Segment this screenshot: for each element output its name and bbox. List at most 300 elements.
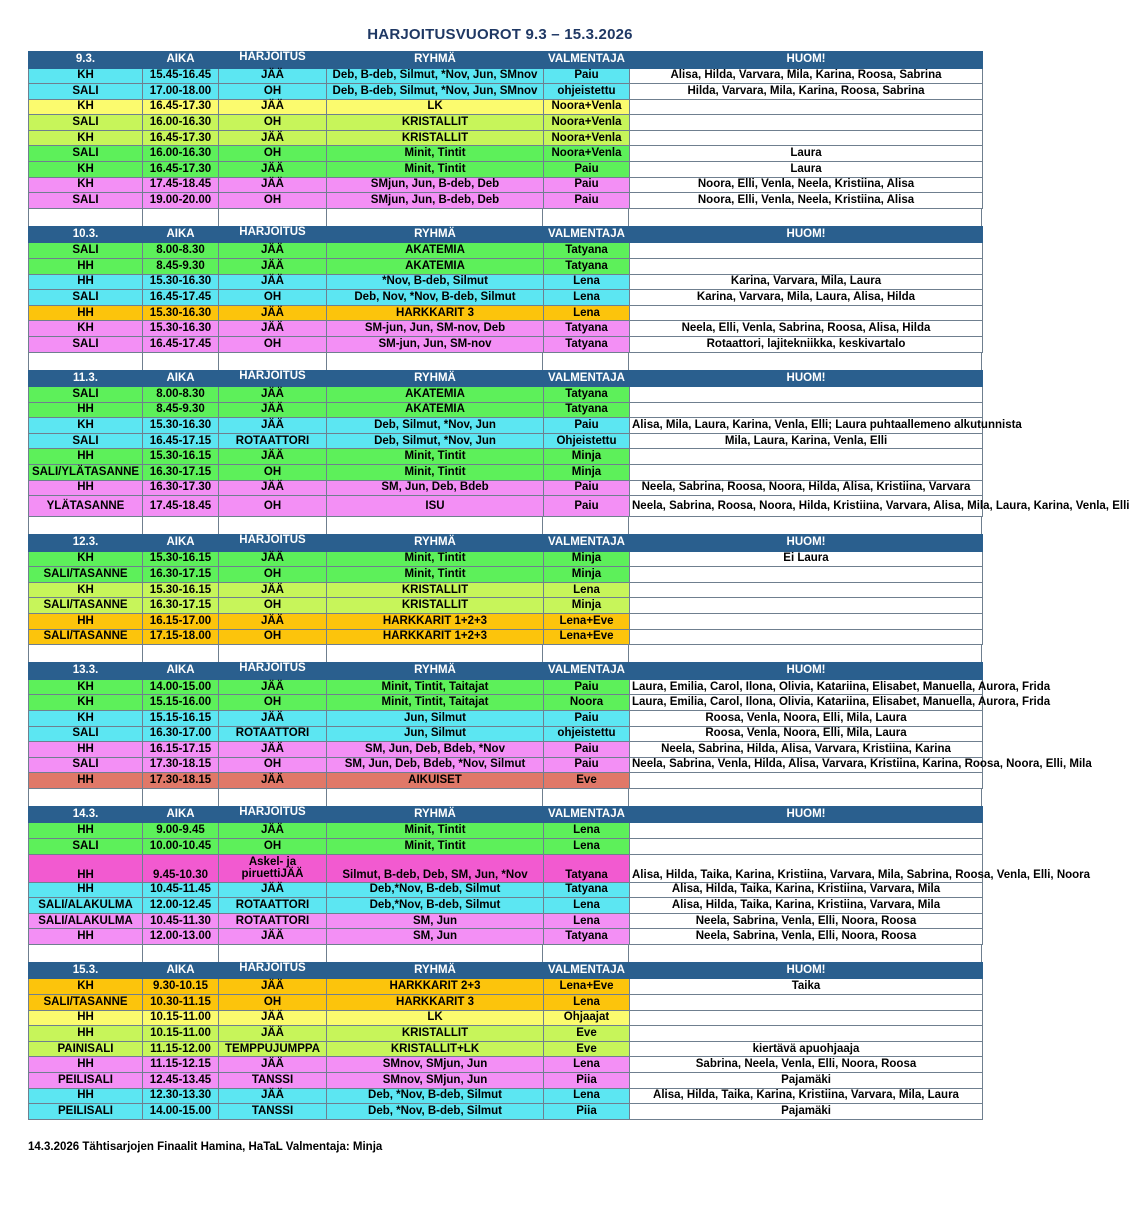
note-cell [630,598,983,614]
day-header-row [29,806,983,823]
group-cell: Minit, Tintit, Taitajat [327,695,544,711]
place-cell: SALI [29,243,143,259]
place-cell: PEILISALI [29,1073,143,1089]
place-cell: SALI [29,290,143,306]
table-row [29,913,983,929]
note-cell: Roosa, Venla, Noora, Elli, Mila, Laura [630,710,983,726]
time-cell: 16.45-17.15 [143,433,219,449]
column-header: RYHMÄ [327,535,544,552]
group-cell: Deb, Silmut, *Nov, Jun [327,418,544,434]
coach-cell: Noora+Venla [544,115,630,131]
place-cell: HH [29,742,143,758]
time-cell: 8.00-8.30 [143,243,219,259]
time-cell: 15.30-16.30 [143,418,219,434]
note-cell: Neela, Sabrina, Venla, Hilda, Alisa, Varvara, Kristiina, Karina, Roosa, Noora, Elli, Mila [630,757,983,773]
type-cell: TANSSI [219,1104,327,1120]
table-row [29,823,983,839]
place-cell: HH [29,854,143,882]
table-row [29,418,983,434]
table-row [29,162,983,178]
day-spacer [28,945,982,962]
place-cell: HH [29,614,143,630]
place-cell: KH [29,582,143,598]
place-cell: KH [29,979,143,995]
day-table [28,534,983,645]
type-cell: Askel- ja piruettiJÄÄ [219,854,327,882]
place-cell: KH [29,130,143,146]
coach-cell: Minja [544,567,630,583]
time-cell: 15.30-16.30 [143,321,219,337]
time-cell: 15.15-16.15 [143,710,219,726]
table-row [29,979,983,995]
type-cell: ROTAATTORI [219,913,327,929]
coach-cell: Noora+Venla [544,130,630,146]
time-cell: 15.30-16.30 [143,305,219,321]
coach-cell: Noora [544,695,630,711]
table-row [29,598,983,614]
table-row [29,551,983,567]
table-row [29,710,983,726]
note-cell [630,449,983,465]
day-header-row [29,370,983,387]
column-header: VALMENTAJA [544,962,630,979]
coach-cell: Lena [544,274,630,290]
group-cell: AKATEMIA [327,402,544,418]
time-cell: 16.30-17.15 [143,567,219,583]
coach-cell: Minja [544,551,630,567]
group-cell: AKATEMIA [327,258,544,274]
group-cell: LK [327,99,544,115]
note-cell [630,387,983,403]
type-cell: JÄÄ [219,1010,327,1026]
coach-cell: Lena [544,898,630,914]
type-cell: JÄÄ [219,274,327,290]
table-row [29,1026,983,1042]
time-cell: 16.30-17.00 [143,726,219,742]
day-spacer [28,353,982,370]
note-cell: Noora, Elli, Venla, Neela, Kristiina, Alisa [630,193,983,209]
column-header: VALMENTAJA [544,226,630,243]
note-cell [630,823,983,839]
note-cell [630,614,983,630]
column-header: HUOM! [630,370,983,387]
table-row [29,1088,983,1104]
type-cell: OH [219,464,327,480]
note-cell: Alisa, Hilda, Taika, Karina, Kristiina, Varvara, Mila [630,898,983,914]
time-cell: 17.30-18.15 [143,773,219,789]
table-row [29,115,983,131]
table-row [29,402,983,418]
column-header: AIKA [143,535,219,552]
table-row [29,582,983,598]
table-row [29,146,983,162]
type-cell: JÄÄ [219,449,327,465]
time-cell: 12.30-13.30 [143,1088,219,1104]
place-cell: SALI [29,726,143,742]
type-cell: JÄÄ [219,929,327,945]
coach-cell: Lena [544,823,630,839]
group-cell: Minit, Tintit [327,823,544,839]
column-header: AIKA [143,52,219,69]
day-date: 10.3. [29,226,143,243]
place-cell: KH [29,710,143,726]
group-cell: KRISTALLIT [327,130,544,146]
coach-cell: Tatyana [544,387,630,403]
table-row [29,336,983,352]
type-cell: OH [219,115,327,131]
type-cell: OH [219,290,327,306]
note-cell: Neela, Elli, Venla, Sabrina, Roosa, Alisa, Hilda [630,321,983,337]
group-cell: AKATEMIA [327,243,544,259]
table-row [29,614,983,630]
time-cell: 16.30-17.30 [143,480,219,496]
page-title: HARJOITUSVUOROT 9.3 – 15.3.2026 [367,26,633,43]
note-cell [630,995,983,1011]
group-cell: SMjun, Jun, B-deb, Deb [327,193,544,209]
day-spacer [28,789,982,806]
column-header: VALMENTAJA [544,370,630,387]
note-cell [630,838,983,854]
group-cell: KRISTALLIT [327,115,544,131]
table-row [29,742,983,758]
column-header: HARJOITUS [219,370,327,387]
coach-cell: Eve [544,1026,630,1042]
note-cell: Laura, Emilia, Carol, Ilona, Olivia, Katariina, Elisabet, Manuella, Aurora, Frida [630,679,983,695]
column-header: HARJOITUS [219,962,327,979]
place-cell: HH [29,1088,143,1104]
table-row [29,854,983,882]
time-cell: 10.00-10.45 [143,838,219,854]
day-table [28,226,983,353]
place-cell: KH [29,99,143,115]
type-cell: JÄÄ [219,321,327,337]
place-cell: SALI [29,387,143,403]
coach-cell: Tatyana [544,336,630,352]
type-cell: JÄÄ [219,387,327,403]
table-row [29,243,983,259]
table-row [29,898,983,914]
group-cell: Deb,*Nov, B-deb, Silmut [327,882,544,898]
type-cell: OH [219,336,327,352]
group-cell: Minit, Tintit [327,162,544,178]
type-cell: JÄÄ [219,418,327,434]
group-cell: Deb, B-deb, Silmut, *Nov, Jun, SMnov [327,68,544,84]
time-cell: 16.45-17.30 [143,162,219,178]
time-cell: 17.45-18.45 [143,177,219,193]
table-row [29,695,983,711]
table-row [29,757,983,773]
time-cell: 14.00-15.00 [143,1104,219,1120]
table-row [29,995,983,1011]
group-cell: Jun, Silmut [327,726,544,742]
type-cell: JÄÄ [219,742,327,758]
place-cell: KH [29,177,143,193]
table-row [29,838,983,854]
note-cell: Laura, Emilia, Carol, Ilona, Olivia, Katariina, Elisabet, Manuella, Aurora, Frida [630,695,983,711]
group-cell: Minit, Tintit [327,551,544,567]
coach-cell: Paiu [544,418,630,434]
type-cell: JÄÄ [219,305,327,321]
group-cell: HARKKARIT 1+2+3 [327,629,544,645]
table-row [29,433,983,449]
place-cell: SALI [29,336,143,352]
note-cell: Laura [630,146,983,162]
column-header: RYHMÄ [327,370,544,387]
note-cell: Alisa, Hilda, Taika, Karina, Kristiina, Varvara, Mila [630,882,983,898]
group-cell: Deb, *Nov, B-deb, Silmut [327,1088,544,1104]
place-cell: KH [29,321,143,337]
place-cell: SALI [29,146,143,162]
table-row [29,68,983,84]
day-date: 15.3. [29,962,143,979]
type-cell: JÄÄ [219,68,327,84]
type-cell: JÄÄ [219,162,327,178]
note-cell [630,258,983,274]
type-cell: JÄÄ [219,130,327,146]
time-cell: 8.45-9.30 [143,402,219,418]
coach-cell: Paiu [544,757,630,773]
coach-cell: Piia [544,1073,630,1089]
time-cell: 17.30-18.15 [143,757,219,773]
place-cell: KH [29,418,143,434]
table-row [29,496,983,517]
note-cell [630,99,983,115]
day-header-row [29,663,983,680]
group-cell: Minit, Tintit [327,146,544,162]
place-cell: PAINISALI [29,1041,143,1057]
place-cell: YLÄTASANNE [29,496,143,517]
column-header: AIKA [143,663,219,680]
coach-cell: ohjeistettu [544,84,630,100]
coach-cell: Paiu [544,177,630,193]
group-cell: LK [327,1010,544,1026]
type-cell: ROTAATTORI [219,898,327,914]
type-cell: JÄÄ [219,710,327,726]
type-cell: JÄÄ [219,1057,327,1073]
time-cell: 17.00-18.00 [143,84,219,100]
note-cell [630,567,983,583]
time-cell: 10.45-11.30 [143,913,219,929]
coach-cell: Tatyana [544,243,630,259]
column-header: RYHMÄ [327,806,544,823]
time-cell: 10.45-11.45 [143,882,219,898]
note-cell [630,1010,983,1026]
note-cell: Pajamäki [630,1104,983,1120]
note-cell [630,130,983,146]
day-date: 12.3. [29,535,143,552]
place-cell: SALI/YLÄTASANNE [29,464,143,480]
coach-cell: Eve [544,1041,630,1057]
time-cell: 12.00-12.45 [143,898,219,914]
note-cell: Neela, Sabrina, Venla, Elli, Noora, Roosa [630,913,983,929]
day-date: 13.3. [29,663,143,680]
coach-cell: Paiu [544,193,630,209]
place-cell: SALI/TASANNE [29,995,143,1011]
day-spacer [28,209,982,226]
place-cell: KH [29,679,143,695]
table-row [29,1073,983,1089]
day-header-row [29,226,983,243]
group-cell: SM, Jun [327,929,544,945]
group-cell: AKATEMIA [327,387,544,403]
day-header-row [29,535,983,552]
table-row [29,882,983,898]
place-cell: KH [29,68,143,84]
note-cell: Laura [630,162,983,178]
group-cell: SMnov, SMjun, Jun [327,1057,544,1073]
group-cell: SM, Jun, Deb, Bdeb, *Nov, Silmut [327,757,544,773]
type-cell: ROTAATTORI [219,726,327,742]
coach-cell: Ohjeistettu [544,433,630,449]
table-row [29,629,983,645]
place-cell: SALI [29,115,143,131]
place-cell: HH [29,305,143,321]
place-cell: SALI/TASANNE [29,567,143,583]
time-cell: 16.00-16.30 [143,115,219,131]
note-cell: Neela, Sabrina, Roosa, Noora, Hilda, Kristiina, Varvara, Alisa, Mila, Laura, Karina, Venla, Elli [630,496,983,517]
table-row [29,464,983,480]
column-header: HUOM! [630,663,983,680]
day-table [28,369,1129,518]
note-cell [630,305,983,321]
time-cell: 15.30-16.15 [143,582,219,598]
column-header: HUOM! [630,52,983,69]
note-cell [630,402,983,418]
group-cell: HARKKARIT 1+2+3 [327,614,544,630]
note-cell: Karina, Varvara, Mila, Laura, Alisa, Hilda [630,290,983,306]
type-cell: OH [219,995,327,1011]
place-cell: SALI [29,84,143,100]
coach-cell: Lena+Eve [544,629,630,645]
type-cell: OH [219,695,327,711]
note-cell: Karina, Varvara, Mila, Laura [630,274,983,290]
coach-cell: Paiu [544,68,630,84]
type-cell: OH [219,193,327,209]
place-cell: KH [29,695,143,711]
column-header: VALMENTAJA [544,535,630,552]
note-cell [630,629,983,645]
group-cell: SM-jun, Jun, SM-nov, Deb [327,321,544,337]
coach-cell: Lena [544,1057,630,1073]
place-cell: PEILISALI [29,1104,143,1120]
table-row [29,679,983,695]
coach-cell: Noora+Venla [544,146,630,162]
type-cell: JÄÄ [219,1088,327,1104]
type-cell: JÄÄ [219,614,327,630]
coach-cell: Minja [544,449,630,465]
place-cell: SALI [29,193,143,209]
coach-cell: Lena [544,913,630,929]
type-cell: OH [219,598,327,614]
type-cell: JÄÄ [219,773,327,789]
time-cell: 16.45-17.30 [143,130,219,146]
time-cell: 16.00-16.30 [143,146,219,162]
place-cell: KH [29,551,143,567]
note-cell: Neela, Sabrina, Hilda, Alisa, Varvara, Kristiina, Karina [630,742,983,758]
time-cell: 15.30-16.15 [143,551,219,567]
time-cell: 9.45-10.30 [143,854,219,882]
table-row [29,177,983,193]
coach-cell: Tatyana [544,258,630,274]
footer-note: 14.3.2026 Tähtisarjojen Finaalit Hamina, HaTaL Valmentaja: Minja [28,1141,383,1153]
type-cell: OH [219,838,327,854]
time-cell: 9.30-10.15 [143,979,219,995]
type-cell: OH [219,496,327,517]
type-cell: JÄÄ [219,551,327,567]
table-row [29,1057,983,1073]
group-cell: HARKKARIT 3 [327,305,544,321]
day-table [28,805,1091,945]
coach-cell: Lena+Eve [544,979,630,995]
table-row [29,305,983,321]
note-cell [630,773,983,789]
table-row [29,1041,983,1057]
time-cell: 17.15-18.00 [143,629,219,645]
time-cell: 16.15-17.00 [143,614,219,630]
day-date: 14.3. [29,806,143,823]
time-cell: 16.30-17.15 [143,598,219,614]
day-spacer [28,645,982,662]
type-cell: TEMPPUJUMPPA [219,1041,327,1057]
table-row [29,1104,983,1120]
group-cell: KRISTALLIT+LK [327,1041,544,1057]
column-header: VALMENTAJA [544,806,630,823]
time-cell: 14.00-15.00 [143,679,219,695]
note-cell: Taika [630,979,983,995]
group-cell: KRISTALLIT [327,582,544,598]
place-cell: HH [29,449,143,465]
place-cell: HH [29,402,143,418]
note-cell: Alisa, Mila, Laura, Karina, Venla, Elli; Laura puhtaallemeno alkutunnista [630,418,983,434]
schedule [28,51,1129,1120]
time-cell: 10.15-11.00 [143,1010,219,1026]
time-cell: 19.00-20.00 [143,193,219,209]
time-cell: 10.15-11.00 [143,1026,219,1042]
note-cell: Alisa, Hilda, Taika, Karina, Kristiina, Varvara, Mila, Sabrina, Roosa, Venla, Elli, Noora [630,854,983,882]
group-cell: HARKKARIT 3 [327,995,544,1011]
column-header: RYHMÄ [327,226,544,243]
table-row [29,130,983,146]
time-cell: 16.45-17.30 [143,99,219,115]
group-cell: SMjun, Jun, B-deb, Deb [327,177,544,193]
day-date: 11.3. [29,370,143,387]
note-cell: kiertävä apuohjaaja [630,1041,983,1057]
coach-cell: Tatyana [544,929,630,945]
time-cell: 10.30-11.15 [143,995,219,1011]
type-cell: JÄÄ [219,177,327,193]
table-row [29,773,983,789]
coach-cell: Minja [544,598,630,614]
type-cell: JÄÄ [219,882,327,898]
coach-cell: Lena [544,582,630,598]
coach-cell: Minja [544,464,630,480]
type-cell: JÄÄ [219,480,327,496]
place-cell: HH [29,773,143,789]
place-cell: HH [29,823,143,839]
coach-cell: Lena [544,838,630,854]
column-header: HARJOITUS [219,806,327,823]
note-cell: Mila, Laura, Karina, Venla, Elli [630,433,983,449]
table-row [29,726,983,742]
time-cell: 16.30-17.15 [143,464,219,480]
table-row [29,1010,983,1026]
coach-cell: Tatyana [544,402,630,418]
coach-cell: Ohjaajat [544,1010,630,1026]
type-cell: JÄÄ [219,258,327,274]
time-cell: 11.15-12.00 [143,1041,219,1057]
coach-cell: Lena [544,1088,630,1104]
column-header: HARJOITUS [219,535,327,552]
